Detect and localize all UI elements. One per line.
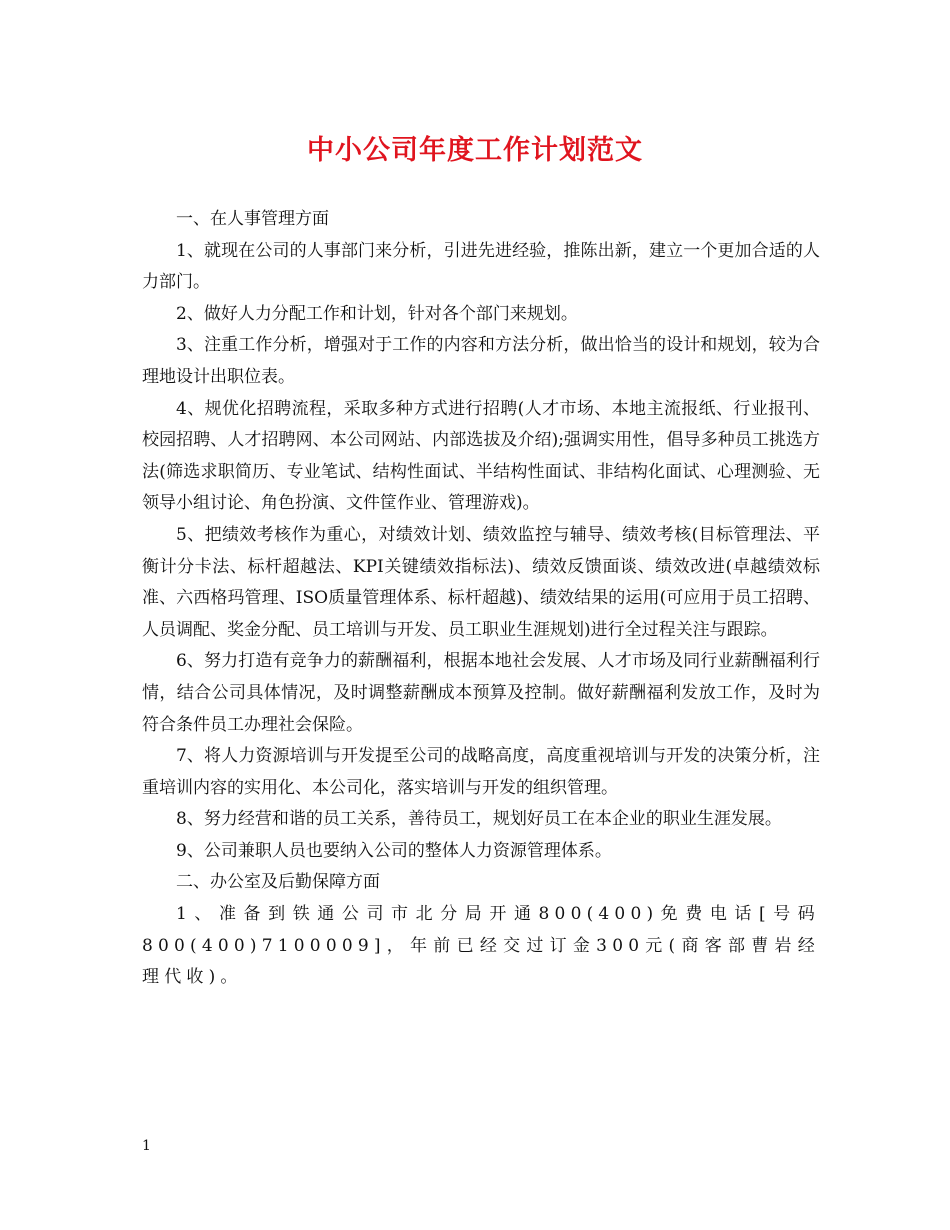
page-number: 1 [142,1138,151,1154]
document-title: 中小公司年度工作计划范文 [307,135,643,166]
paragraph-hr-3: 3、注重工作分析，增强对于工作的内容和方法分析，做出恰当的设计和规划，较为合理地设计出职位表。 [142,335,820,387]
section-heading-hr: 一、在人事管理方面 [176,209,329,229]
section-heading-office: 二、办公室及后勤保障方面 [176,872,380,893]
document-body [142,204,820,994]
paragraph-hr-9: 9、公司兼职人员也要纳入公司的整体人力资源管理体系。 [176,840,612,861]
paragraph-hr-5: 5、把绩效考核作为重心，对绩效计划、绩效监控与辅导、绩效考核(目标管理法、平衡计分卡法、标杆超越法、KPI关键绩效指标法)、绩效反馈面谈、绩效改进(卓越绩效标准、六西格玛管理、ISO质量管理体系、标杆超越)、绩效结果的运用(可应用于员工招聘、人员调配、奖金分配、员工培训与开发、员工职业生涯规划)进行全过程关注与跟踪。 [142,524,820,640]
paragraph-hr-6: 6、努力打造有竞争力的薪酬福利，根据本地社会发展、人才市场及同行业薪酬福利行情，结合公司具体情况，及时调整薪酬成本预算及控制。做好薪酬福利发放工作，及时为符合条件员工办理社会保险。 [142,651,820,735]
paragraph-hr-7: 7、将人力资源培训与开发提至公司的战略高度，高度重视培训与开发的决策分析，注重培训内容的实用化、本公司化，落实培训与开发的组织管理。 [142,746,820,798]
paragraph-hr-2: 2、做好人力分配工作和计划，针对各个部门来规划。 [176,303,578,324]
paragraph-hr-4: 4、规优化招聘流程，采取多种方式进行招聘(人才市场、本地主流报纸、行业报刊、校园招聘、人才招聘网、本公司网站、内部选拔及介绍);强调实用性，倡导多种员工挑选方法(筛选求职简历、专业笔试、结构性面试、半结构性面试、非结构化面试、心理测验、无领导小组讨论、角色扮演、文件筐作业、管理游戏)。 [142,398,820,514]
paragraph-hr-8: 8、努力经营和谐的员工关系，善待员工，规划好员工在本企业的职业生涯发展。 [176,809,782,830]
paragraph-hr-1: 1、就现在公司的人事部门来分析，引进先进经验，推陈出新，建立一个更加合适的人力部门。 [142,240,820,293]
paragraph-office-1: 1、准备到铁通公司市北分局开通800(400)免费电话[号码800(400)7100009]，年前已经交过订金300元(商客部曹岩经理代收)。 [142,904,820,988]
